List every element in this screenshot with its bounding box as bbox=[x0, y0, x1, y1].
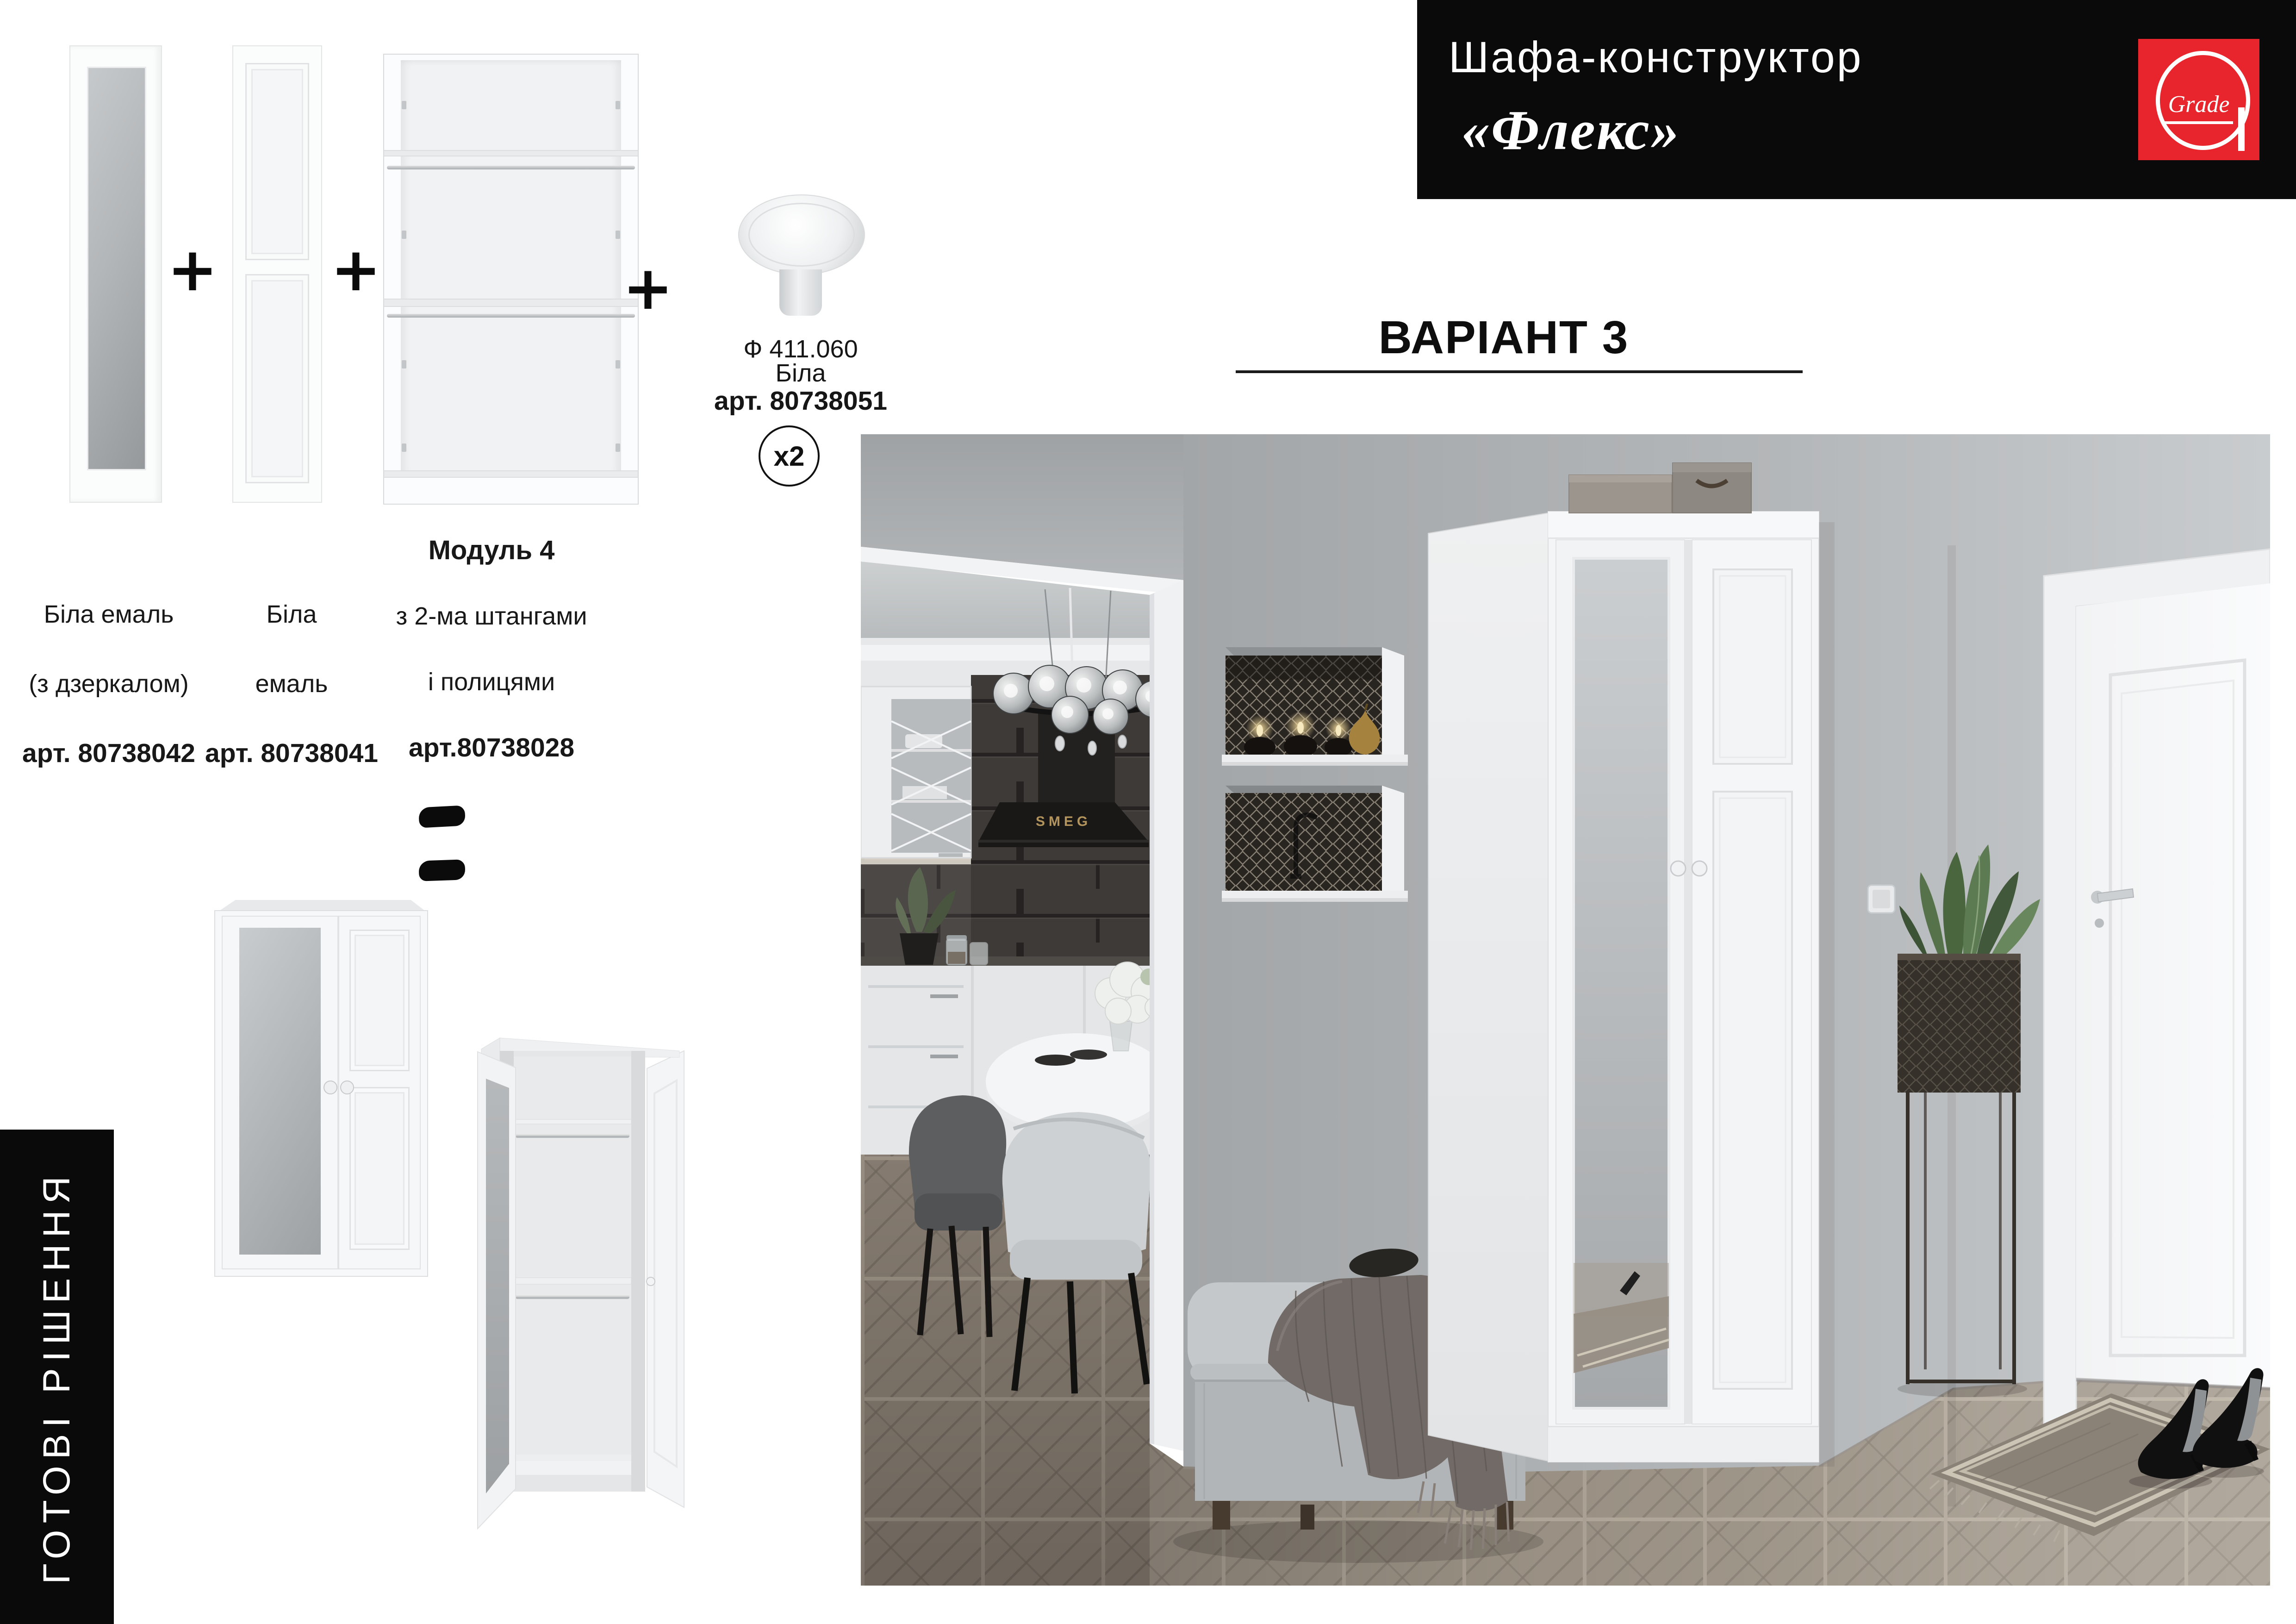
interior-photo-scene bbox=[861, 434, 2270, 1586]
module-rail-lower bbox=[387, 314, 635, 318]
wardrobe-mirror-door bbox=[222, 916, 338, 1269]
art-number: арт. 80738042 bbox=[22, 738, 195, 768]
assembled-wardrobe-closed bbox=[214, 900, 428, 1277]
knob-ring bbox=[748, 203, 855, 267]
label-line: і полицями bbox=[428, 668, 555, 696]
equals-bar bbox=[418, 859, 465, 881]
wall-niche-lower bbox=[1222, 786, 1408, 902]
quantity-badge: x2 bbox=[759, 425, 820, 487]
module-rail-upper bbox=[387, 166, 635, 169]
product-title: Шафа-конструктор bbox=[1449, 33, 1863, 82]
wall-niche-upper bbox=[1222, 647, 1408, 766]
open-wardrobe bbox=[478, 1038, 684, 1529]
module-mid-shelf bbox=[384, 299, 638, 307]
photo-wardrobe bbox=[1428, 463, 1835, 1467]
knob-color: Біла bbox=[775, 359, 826, 387]
plus-sign: + bbox=[622, 253, 673, 323]
variant-heading: ВАРІАНТ 3 bbox=[1378, 312, 1629, 363]
hinge-dot bbox=[616, 101, 620, 109]
equals-sign bbox=[419, 805, 472, 886]
plus-sign: + bbox=[167, 234, 218, 305]
component-knob bbox=[738, 194, 865, 275]
variant-underline bbox=[1236, 370, 1803, 373]
header-banner bbox=[1417, 0, 2296, 199]
art-number: арт. 80738041 bbox=[205, 738, 378, 768]
plus-sign: + bbox=[330, 234, 381, 305]
hinge-dot bbox=[402, 443, 406, 452]
wardrobe-body bbox=[214, 910, 428, 1277]
art-number: арт.80738028 bbox=[408, 733, 575, 762]
ready-solutions-label: ГОТОВІ РІШЕННЯ bbox=[36, 1169, 78, 1584]
label-line: емаль bbox=[255, 670, 328, 698]
module-interior bbox=[401, 60, 621, 478]
light-switch bbox=[1868, 885, 1895, 913]
photo-kitchen bbox=[861, 434, 1183, 1586]
mirror-door-label bbox=[0, 580, 227, 788]
knob-art-number: арт. 80738051 bbox=[714, 386, 887, 416]
component-plain-door bbox=[232, 45, 322, 503]
brand-wordmark: Grade bbox=[2168, 91, 2230, 118]
brand-logo-underline bbox=[2165, 121, 2233, 124]
plain-door-label bbox=[204, 580, 380, 788]
component-module-carcass bbox=[383, 54, 639, 505]
equals-bar bbox=[418, 805, 466, 828]
hinge-dot bbox=[616, 443, 620, 452]
label-line: Біла емаль bbox=[44, 600, 174, 628]
component-mirror-door bbox=[69, 45, 162, 503]
door-panel-upper bbox=[245, 63, 309, 260]
entrance-door bbox=[2044, 549, 2270, 1501]
wall-column bbox=[1150, 580, 1183, 1451]
hood-brand-text: SMEG bbox=[1035, 814, 1092, 829]
knob-stem bbox=[779, 269, 822, 316]
mirror-glass bbox=[87, 67, 146, 470]
module-title: Модуль 4 bbox=[428, 535, 555, 565]
label-line: Біла bbox=[266, 600, 317, 628]
knob-size: Ф 411.060 bbox=[743, 335, 858, 363]
module-top-shelf bbox=[384, 150, 638, 156]
door-panel-lower bbox=[245, 274, 309, 483]
wardrobe-top-face bbox=[219, 900, 425, 911]
hinge-dot bbox=[402, 101, 406, 109]
module-label bbox=[376, 518, 607, 781]
product-series-name: «Флекс» bbox=[1462, 99, 1680, 162]
label-line: (з дзеркалом) bbox=[29, 670, 189, 698]
hinge-dot bbox=[402, 360, 406, 369]
ready-solutions-banner bbox=[0, 1130, 114, 1624]
door-panel-lower bbox=[349, 1087, 410, 1250]
door-panel-upper bbox=[349, 930, 410, 1071]
mirror-glass bbox=[239, 928, 321, 1255]
module-bottom bbox=[384, 470, 638, 478]
label-line: з 2-ма штангами bbox=[396, 602, 587, 630]
brand-logo bbox=[2138, 39, 2259, 160]
knob-icon bbox=[324, 1081, 337, 1094]
hinge-dot bbox=[616, 360, 620, 369]
interior-photo bbox=[861, 434, 2270, 1586]
hinge-dot bbox=[402, 231, 406, 239]
assembled-wardrobe-open bbox=[470, 1024, 691, 1539]
knob-label bbox=[703, 335, 898, 416]
hinge-dot bbox=[616, 231, 620, 239]
knob-icon bbox=[340, 1081, 354, 1094]
